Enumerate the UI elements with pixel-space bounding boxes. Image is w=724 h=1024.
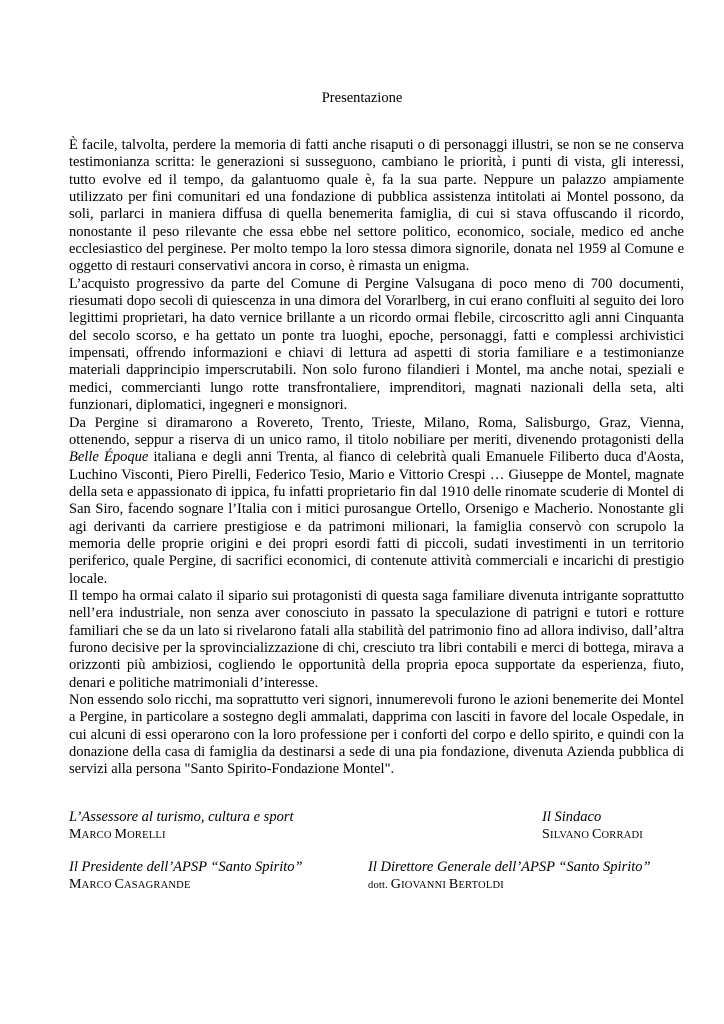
presidente-name	[69, 876, 303, 895]
sindaco-name-initial: S	[542, 827, 550, 842]
paragraph-5: Non essendo solo ricchi, ma soprattutto veri signori, innumerevoli furono le azioni benemerite dei Montel a Pergine, in particolare a sostegno degli ammalati, dapprima con lasciti in favore del locale Ospedale, in cui alcuni di essi operarono con la loro professione per i conforti del corpo e dello spirito, e quindi con la donazione della casa di famiglia da destinarsi a sede di una pia fondazione, divenuta Azienda pubblica di servizi alla persona "Santo Spirito-Fondazione Montel".	[69, 692, 684, 778]
assessore-name-rest: ARCO	[81, 830, 115, 841]
sindaco-role: Il Sindaco	[542, 809, 602, 825]
assessore-surname-initial: M	[114, 827, 128, 842]
paragraph-3-start: Da Pergine si diramarono a Rovereto, Trento, Trieste, Milano, Roma, Salisburgo, Graz, Vienna, ottenendo, seppur a riserva di un unico ramo, il titolo nobiliare per meriti, divenendo protagonisti della	[69, 414, 684, 448]
presidente-role: Il Presidente dell’APSP “Santo Spirito”	[69, 859, 303, 875]
signature-direttore	[368, 858, 651, 895]
assessore-surname-rest: ORELLI	[127, 830, 166, 841]
sindaco-name-rest: ILVANO	[550, 830, 592, 841]
paragraph-2: L’acquisto progressivo da parte del Comune di Pergine Valsugana di poco meno di 700 documenti, riesumati dopo secoli di quiescenza in una dimora del Vorarlberg, in cui erano confluiti al seguito dei loro legittimi proprietari, ha dato vernice brillante a un ricordo ormai flebile, circoscritto agli anni Cinquanta del secolo scorso, e ha gettato un ponte tra luoghi, epoche, personaggi, fatti e complessi archivistici impensati, offrendo informazioni e chiavi di lettura ad aspetti di storia familiare e a testimonianze materiali dapprincipio imperscrutabili. Non solo furono filandieri i Montel, ma anche notai, speziali e medici, commercianti lungo rotte transfrontaliere, imprenditori, magnati nazionali della seta, alti funzionari, diplomatici, ingegneri e monsignori.	[69, 275, 684, 414]
direttore-prefix: dott.	[368, 880, 391, 891]
sindaco-name	[542, 826, 643, 845]
paragraph-1: È facile, talvolta, perdere la memoria di fatti anche risaputi o di personaggi illustri, se non se ne conserva testimonianza scritta: le generazioni si susseguono, cambiano le priorità, i punti di vista, gli interessi, tutto evolve ed il tempo, da galantuomo quale è, fa la sua parte. Neppure un palazzo ampiamente utilizzato per fini comunitari ed una fondazione di pubblica assistenza intitolati ai Montel possono, da soli, parlarci in maniera diffusa di quella benemerita famiglia, di cui si stava offuscando il ricordo, nonostante il peso rilevante che essa ebbe nel settore politico, economico, sociale, medico ed anche ecclesiastico del perginese. Per molto tempo la loro stessa dimora signorile, donata nel 1959 al Comune e oggetto di restauri conservativi ancora in corso, è rimasta un enigma.	[69, 137, 684, 275]
paragraph-3-end: italiana e degli anni Trenta, al fianco di celebrità quali Emanuele Filiberto duca d'Aosta, Luchino Visconti, Piero Pirelli, Federico Tesio, Mario e Vittorio Crespi … Giuseppe de Montel, magnate della seta e appassionato di ippica, fu infatti proprietario fin dal 1910 delle rinomate scuderie di Montel di San Siro, facendo sognare l’Italia con i mitici purosangue Ortello, Orsenigo e Macherio. Nonostante gli agi derivanti da carriere prestigiose e da patrimoni milionari, la famiglia conservò con scrupolo la memoria delle proprie origini e dei propri esordi fatti di piccoli, sudati investimenti in un territorio periferico, quale Pergine, di sacrifici economici, di contenute attività commerciali e incarichi di prestigio locale.	[69, 449, 684, 587]
assessore-role: L’Assessore al turismo, cultura e sport	[69, 809, 294, 825]
direttore-surname-initial: B	[448, 877, 459, 892]
assessore-name	[69, 826, 294, 845]
signature-sindaco	[542, 808, 643, 845]
page-title: Presentazione	[321, 90, 403, 106]
direttore-name-initial: G	[390, 877, 402, 892]
presidente-name-initial: M	[69, 877, 82, 892]
paragraph-4: Il tempo ha ormai calato il sipario sui protagonisti di questa saga familiare divenuta intrigante soprattutto nell’era industriale, non senza aver conosciuto in passato la speculazione di patrigni e tutori e rotture familiari che se da un lato si rivelarono fatali alla stabilità del patrimonio fino ad allora indiviso, dall’altra furono decisive per la sprovincializzazione di chi, cresciuto tra libri contabili e merci di bottega, mirava a orizzonti più ambiziosi, cogliendo le opportunità della propria epoca supportate da esperienza, fiuto, denari e politiche matrimoniali d’interesse.	[69, 587, 684, 691]
signature-presidente	[69, 858, 303, 895]
presidente-surname-rest: ASAGRANDE	[124, 880, 191, 891]
paragraph-3	[69, 415, 684, 588]
direttore-surname-rest: ERTOLDI	[458, 880, 504, 891]
direttore-name-rest: IOVANNI	[401, 880, 449, 891]
sindaco-surname-rest: ORRADI	[601, 830, 643, 841]
presidente-name-rest: ARCO	[81, 880, 115, 891]
assessore-name-initial: M	[69, 827, 82, 842]
belle-epoque-italic: Belle Époque	[69, 449, 149, 466]
signature-assessore	[69, 808, 294, 845]
direttore-name	[368, 876, 651, 895]
direttore-role: Il Direttore Generale dell’APSP “Santo Spirito”	[368, 859, 651, 875]
body-text	[69, 137, 684, 779]
presidente-surname-initial: C	[114, 877, 125, 892]
sindaco-surname-initial: C	[591, 827, 602, 842]
